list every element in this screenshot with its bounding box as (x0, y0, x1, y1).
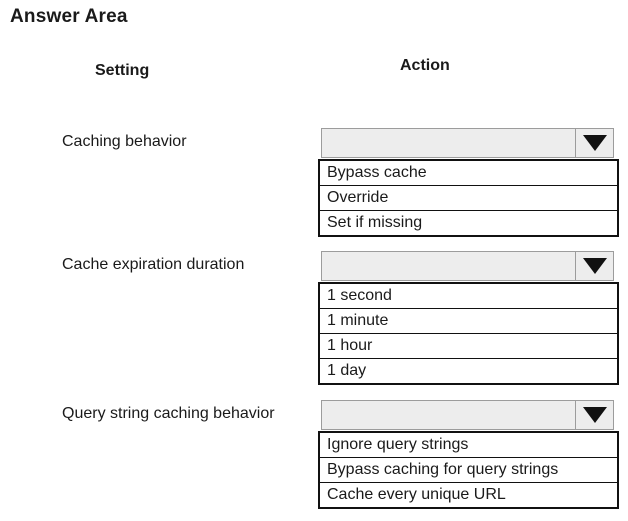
dropdown-caching-behavior[interactable] (321, 128, 614, 158)
caret-down-icon (583, 258, 607, 274)
option-item[interactable]: 1 day (320, 358, 617, 383)
dropdown-options-list (318, 159, 619, 237)
option-item[interactable]: Bypass caching for query strings (320, 457, 617, 482)
dropdown-arrow-button[interactable] (575, 401, 613, 429)
option-item[interactable]: Bypass cache (327, 164, 427, 181)
column-header-action: Action (400, 57, 450, 74)
dropdown-cache-expiration-duration[interactable] (321, 251, 614, 281)
dropdown-selected-value (322, 129, 575, 157)
setting-label: Cache expiration duration (62, 256, 245, 273)
caret-down-icon (583, 135, 607, 151)
caret-down-icon (583, 407, 607, 423)
option-item[interactable]: 1 minute (320, 308, 617, 333)
dropdown-selected-value (322, 252, 575, 280)
option-item[interactable]: Ignore query strings (327, 436, 469, 453)
dropdown-options-list (318, 431, 619, 509)
dropdown-options-list (318, 282, 619, 385)
option-item[interactable]: Cache every unique URL (320, 482, 617, 507)
dropdown-arrow-button[interactable] (575, 129, 613, 157)
dropdown-arrow-button[interactable] (575, 252, 613, 280)
option-item[interactable]: Override (320, 185, 617, 210)
option-item[interactable]: 1 hour (320, 333, 617, 358)
page-title: Answer Area (10, 6, 128, 27)
dropdown-selected-value (322, 401, 575, 429)
setting-label: Caching behavior (62, 133, 187, 150)
dropdown-query-string-caching-behavior[interactable] (321, 400, 614, 430)
setting-label: Query string caching behavior (62, 405, 275, 422)
column-header-setting: Setting (95, 62, 150, 79)
option-item[interactable]: 1 second (327, 287, 392, 304)
option-item[interactable]: Set if missing (320, 210, 617, 235)
